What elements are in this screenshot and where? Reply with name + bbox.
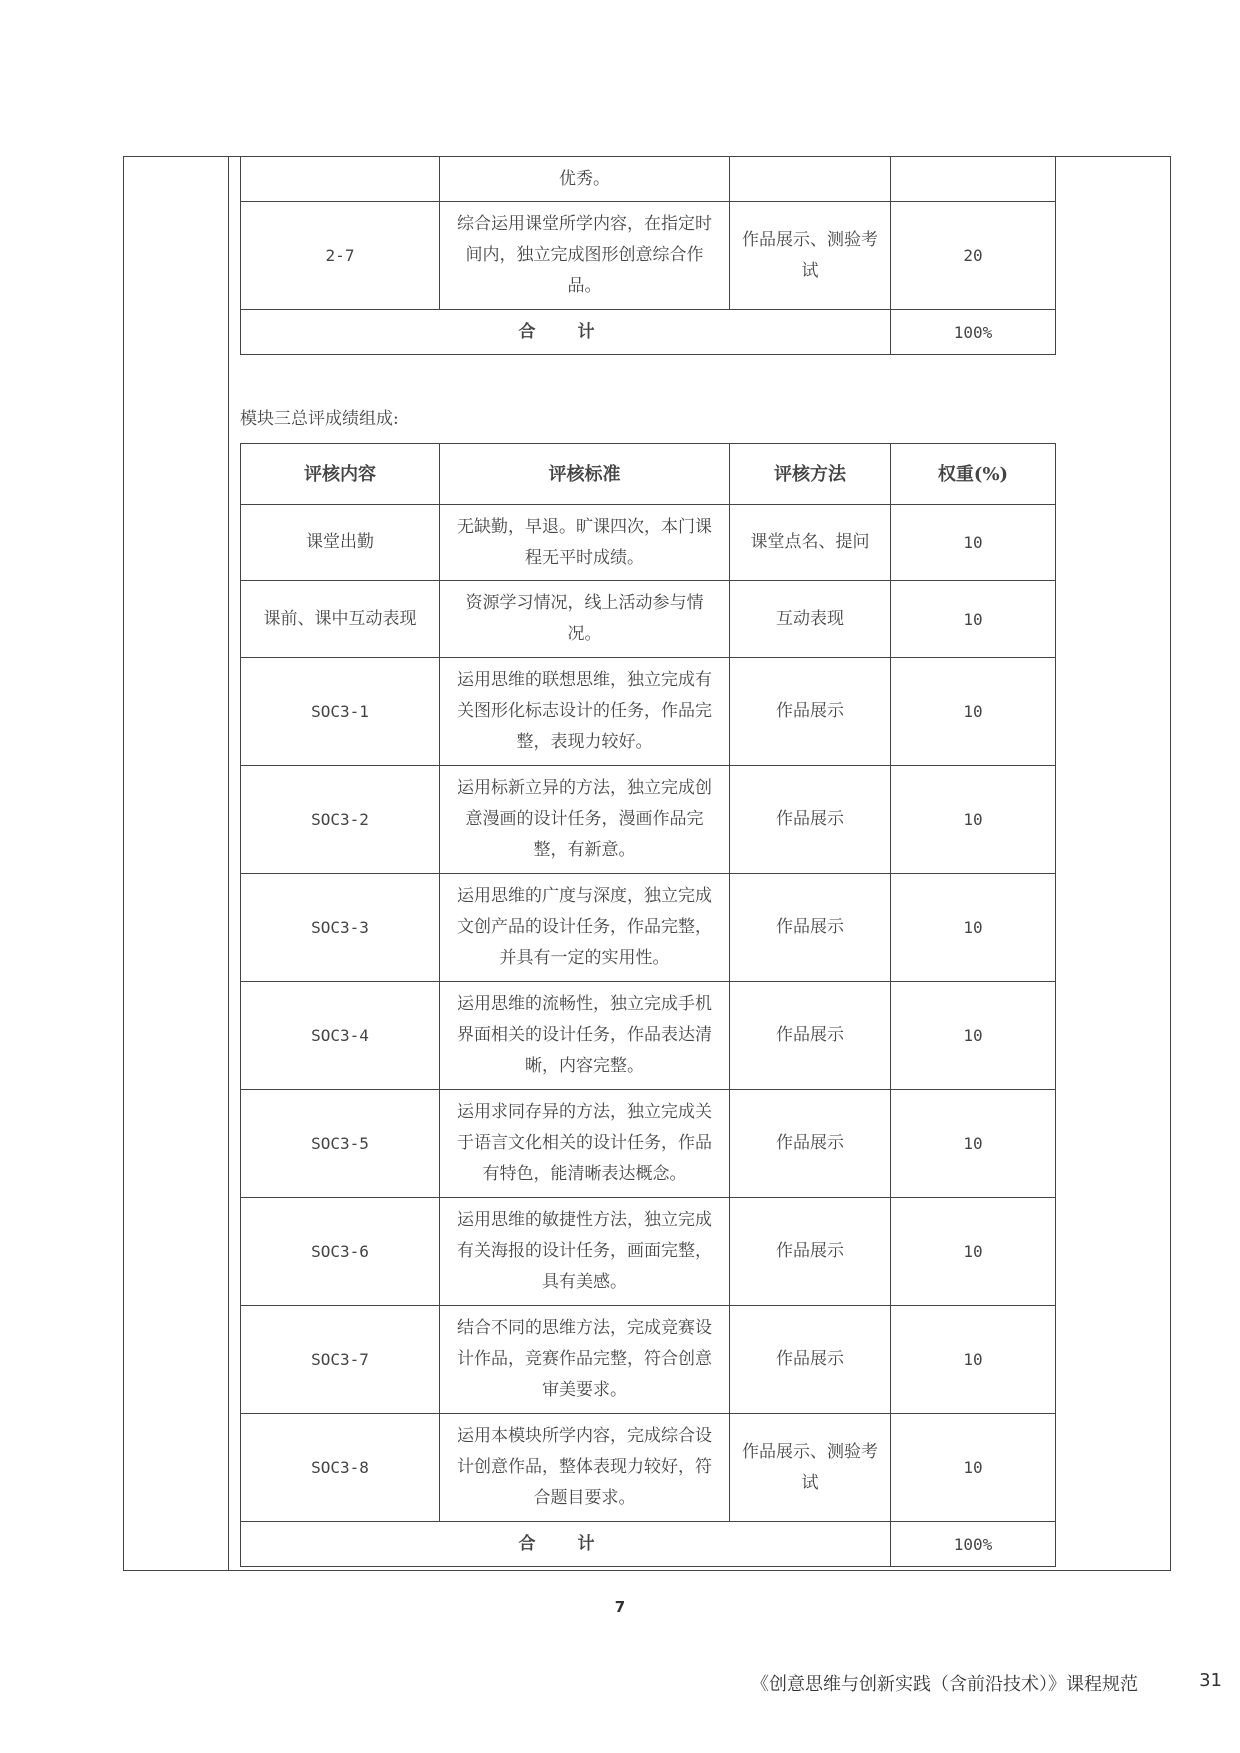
weight-cell: 10: [891, 505, 1056, 581]
header-content: 评核内容: [241, 444, 440, 505]
total-label: 合 计: [241, 1522, 891, 1567]
header-weight: 权重(%): [891, 444, 1056, 505]
content-cell: [241, 157, 440, 202]
method-cell: 作品展示: [730, 1198, 891, 1306]
content-cell: 课堂出勤: [241, 505, 440, 581]
weight-cell: 10: [891, 658, 1056, 766]
method-cell: [730, 157, 891, 202]
criteria-cell: 运用思维的联想思维，独立完成有关图形化标志设计的任务，作品完整，表现力较好。: [440, 658, 730, 766]
table-row: [241, 581, 1056, 658]
method-cell: 作品展示: [730, 658, 891, 766]
content-cell: SOC3-8: [241, 1414, 440, 1522]
criteria-cell: 运用本模块所学内容，完成综合设计创意作品，整体表现力较好，符合题目要求。: [440, 1414, 730, 1522]
weight-cell: 10: [891, 1090, 1056, 1198]
module-three-assessment-table: [240, 443, 1056, 1567]
content-cell: SOC3-2: [241, 766, 440, 874]
method-cell: 作品展示: [730, 1090, 891, 1198]
method-cell: 作品展示: [730, 766, 891, 874]
table-row: [241, 1198, 1056, 1306]
criteria-cell: 结合不同的思维方法，完成竞赛设计作品，竞赛作品完整，符合创意审美要求。: [440, 1306, 730, 1414]
content-cell: SOC3-6: [241, 1198, 440, 1306]
total-value: 100%: [891, 310, 1056, 355]
weight-cell: 10: [891, 581, 1056, 658]
header-criteria: 评核标准: [440, 444, 730, 505]
page-number: 7: [614, 1598, 626, 1616]
content-cell: SOC3-3: [241, 874, 440, 982]
content-cell: 2-7: [241, 202, 440, 310]
table-row: [241, 766, 1056, 874]
weight-cell: 10: [891, 766, 1056, 874]
table-row: [241, 982, 1056, 1090]
criteria-cell: 运用标新立异的方法，独立完成创意漫画的设计任务，漫画作品完整，有新意。: [440, 766, 730, 874]
footer-title: 《创意思维与创新实践（含前沿技术）》课程规范: [751, 1674, 1138, 1695]
total-row: [241, 310, 1056, 355]
section-heading: 模块三总评成绩组成:: [240, 409, 399, 429]
table-row: [241, 157, 1056, 202]
table-row: [241, 505, 1056, 581]
weight-cell: 10: [891, 1306, 1056, 1414]
method-cell: 互动表现: [730, 581, 891, 658]
table-row: [241, 874, 1056, 982]
weight-cell: [891, 157, 1056, 202]
table-row: [241, 202, 1056, 310]
weight-cell: 10: [891, 982, 1056, 1090]
method-cell: 课堂点名、提问: [730, 505, 891, 581]
weight-cell: 10: [891, 1198, 1056, 1306]
total-label: 合 计: [241, 310, 891, 355]
header-method: 评核方法: [730, 444, 891, 505]
table-row: [241, 1090, 1056, 1198]
method-cell: 作品展示、测验考试: [730, 1414, 891, 1522]
method-cell: 作品展示: [730, 982, 891, 1090]
content-cell: SOC3-5: [241, 1090, 440, 1198]
total-value: 100%: [891, 1522, 1056, 1567]
table-row: [241, 658, 1056, 766]
footer-page-number: 31: [1199, 1670, 1222, 1691]
table-row: [241, 1414, 1056, 1522]
weight-cell: 10: [891, 1414, 1056, 1522]
content-cell: 课前、课中互动表现: [241, 581, 440, 658]
content-cell: SOC3-4: [241, 982, 440, 1090]
criteria-cell: 资源学习情况，线上活动参与情况。: [440, 581, 730, 658]
header-row: [241, 444, 1056, 505]
criteria-cell: 运用思维的流畅性，独立完成手机界面相关的设计任务，作品表达清晰，内容完整。: [440, 982, 730, 1090]
method-cell: 作品展示: [730, 1306, 891, 1414]
criteria-cell: 无缺勤，早退。旷课四次，本门课程无平时成绩。: [440, 505, 730, 581]
weight-cell: 20: [891, 202, 1056, 310]
criteria-cell: 运用思维的敏捷性方法，独立完成有关海报的设计任务，画面完整，具有美感。: [440, 1198, 730, 1306]
criteria-cell: 运用思维的广度与深度，独立完成文创产品的设计任务，作品完整，并具有一定的实用性。: [440, 874, 730, 982]
method-cell: 作品展示: [730, 874, 891, 982]
weight-cell: 10: [891, 874, 1056, 982]
assessment-table-continued: [240, 156, 1056, 355]
content-cell: SOC3-1: [241, 658, 440, 766]
criteria-cell: 优秀。: [440, 157, 730, 202]
criteria-cell: 运用求同存异的方法，独立完成关于语言文化相关的设计任务，作品有特色，能清晰表达概念。: [440, 1090, 730, 1198]
criteria-cell: 综合运用课堂所学内容，在指定时间内，独立完成图形创意综合作品。: [440, 202, 730, 310]
table-row: [241, 1306, 1056, 1414]
total-row: [241, 1522, 1056, 1567]
method-cell: 作品展示、测验考试: [730, 202, 891, 310]
content-cell: SOC3-7: [241, 1306, 440, 1414]
